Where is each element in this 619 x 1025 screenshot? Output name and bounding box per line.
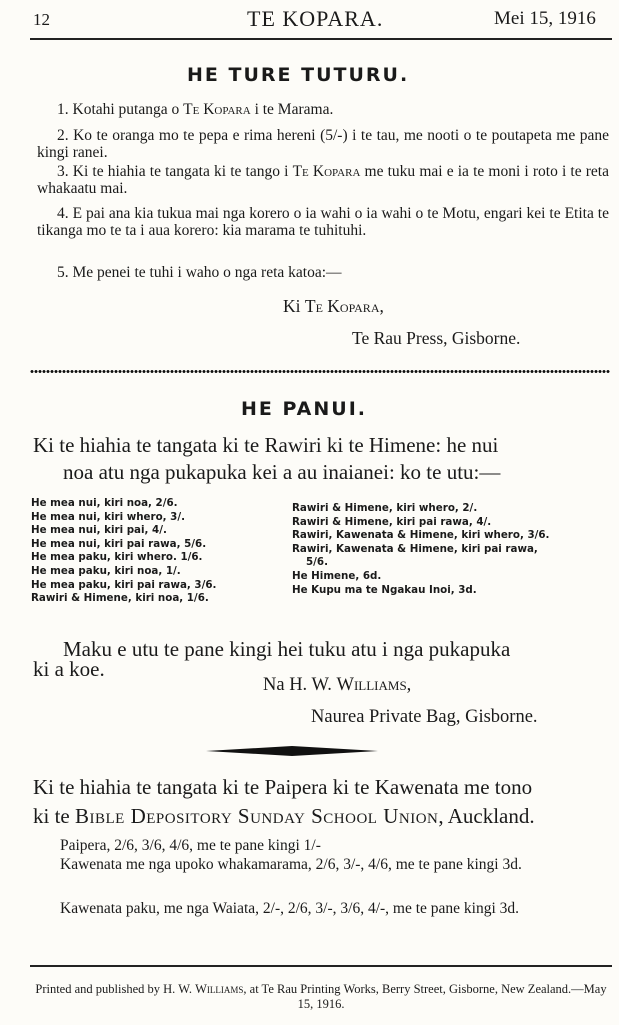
rule-item-2: 2. Ko te oranga mo te pepa e rima hereni (5/-) i te tau, me nooti o te poutapeta me pane kingi ranei. — [37, 127, 609, 161]
bible-price-3: Kawenata paku, me nga Waiata, 2/-, 2/6, 3/-, 3/6, 4/-, me te pane kingi 3d. — [60, 900, 520, 917]
price-item: Rawiri, Kawenata & Himene, kiri pai rawa, — [292, 542, 538, 555]
price-item: He Himene, 6d. — [292, 569, 382, 582]
price-item: He mea paku, kiri pai rawa, 3/6. — [31, 578, 217, 591]
price-item: He mea nui, kiri pai, 4/. — [31, 524, 167, 537]
header-rule — [30, 38, 612, 40]
footer-rule — [30, 965, 612, 967]
price-item: He mea nui, kiri pai rawa, 5/6. — [31, 537, 207, 550]
rule-item-5: 5. Me penei te tuhi i waho o nga reta katoa:— — [57, 264, 342, 281]
notice-intro-line1: Ki te hiahia te tangata ki te Rawiri ki te Himene: he nui — [33, 433, 499, 457]
ornament-divider — [206, 746, 378, 756]
rules-heading: HE TURE TUTURU. — [187, 64, 410, 86]
imprint-footer: Printed and published by H. W. Williams, at Te Rau Printing Works, Berry Street, Gisborne, New Zealand.—May 15, 1916. — [35, 982, 607, 1011]
dotted-divider — [30, 369, 610, 374]
price-item: Rawiri & Himene, kiri pai rawa, 4/. — [292, 515, 492, 528]
price-item: He mea paku, kiri noa, 1/. — [31, 564, 181, 577]
bible-price-2: Kawenata me nga upoko whakamarama, 2/6, 3/-, 4/6, me te pane kingi 3d. — [60, 856, 522, 873]
notice-heading: HE PANUI. — [241, 398, 367, 420]
issue-date: Mei 15, 1916 — [494, 8, 596, 29]
address-to: Ki Te Kopara, — [283, 296, 384, 316]
notice-intro-line2: noa atu nga pukapuka kei a au inaianei: ko te utu:— — [63, 460, 501, 484]
signature-address: Naurea Private Bag, Gisborne. — [311, 707, 538, 727]
rule-item-4: 4. E pai ana kia tukua mai nga korero o ia wahi o ia wahi o te Motu, engari kei te Etita te tikanga mo te ta i aua korero: kia marama te tuhituhi. — [37, 205, 609, 239]
bible-price-1: Paipera, 2/6, 3/6, 4/6, me te pane kingi 1/- — [60, 837, 321, 854]
page-number: 12 — [33, 10, 50, 29]
signature-name: Na H. W. Williams, — [263, 675, 412, 695]
bible-line1: Ki te hiahia te tangata ki te Paipera ki te Kawenata me tono — [33, 775, 533, 799]
publication-title: TE KOPARA. — [247, 6, 384, 31]
stamp-line1: Maku e utu te pane kingi hei tuku atu i nga pukapuka — [63, 637, 511, 661]
bible-line2: ki te Bible Depository Sunday School Union, Auckland. — [33, 804, 535, 828]
rule-item-1: 1. Kotahi putanga o Te Kopara i te Marama. — [57, 101, 334, 118]
price-item: He mea nui, kiri noa, 2/6. — [31, 497, 178, 509]
price-list-right — [292, 502, 549, 597]
price-item: Rawiri, Kawenata & Himene, kiri whero, 3/6. — [292, 529, 550, 542]
price-item: Rawiri & Himene, kiri whero, 2/. — [292, 502, 478, 514]
price-item: He mea nui, kiri whero, 3/. — [31, 510, 186, 523]
price-item: He mea paku, kiri whero. 1/6. — [31, 551, 203, 564]
price-item: Rawiri & Himene, kiri noa, 1/6. — [31, 592, 209, 605]
price-item: He Kupu ma te Ngakau Inoi, 3d. — [292, 583, 477, 596]
rule-item-3: 3. Ki te hiahia te tangata ki te tango i Te Kopara me tuku mai e ia te moni i roto i te reta whakaatu mai. — [37, 163, 609, 197]
price-list-left — [31, 497, 216, 606]
stamp-line2: ki a koe. — [33, 657, 105, 681]
address-line: Te Rau Press, Gisborne. — [352, 328, 521, 348]
price-item: 5/6. — [306, 556, 329, 569]
